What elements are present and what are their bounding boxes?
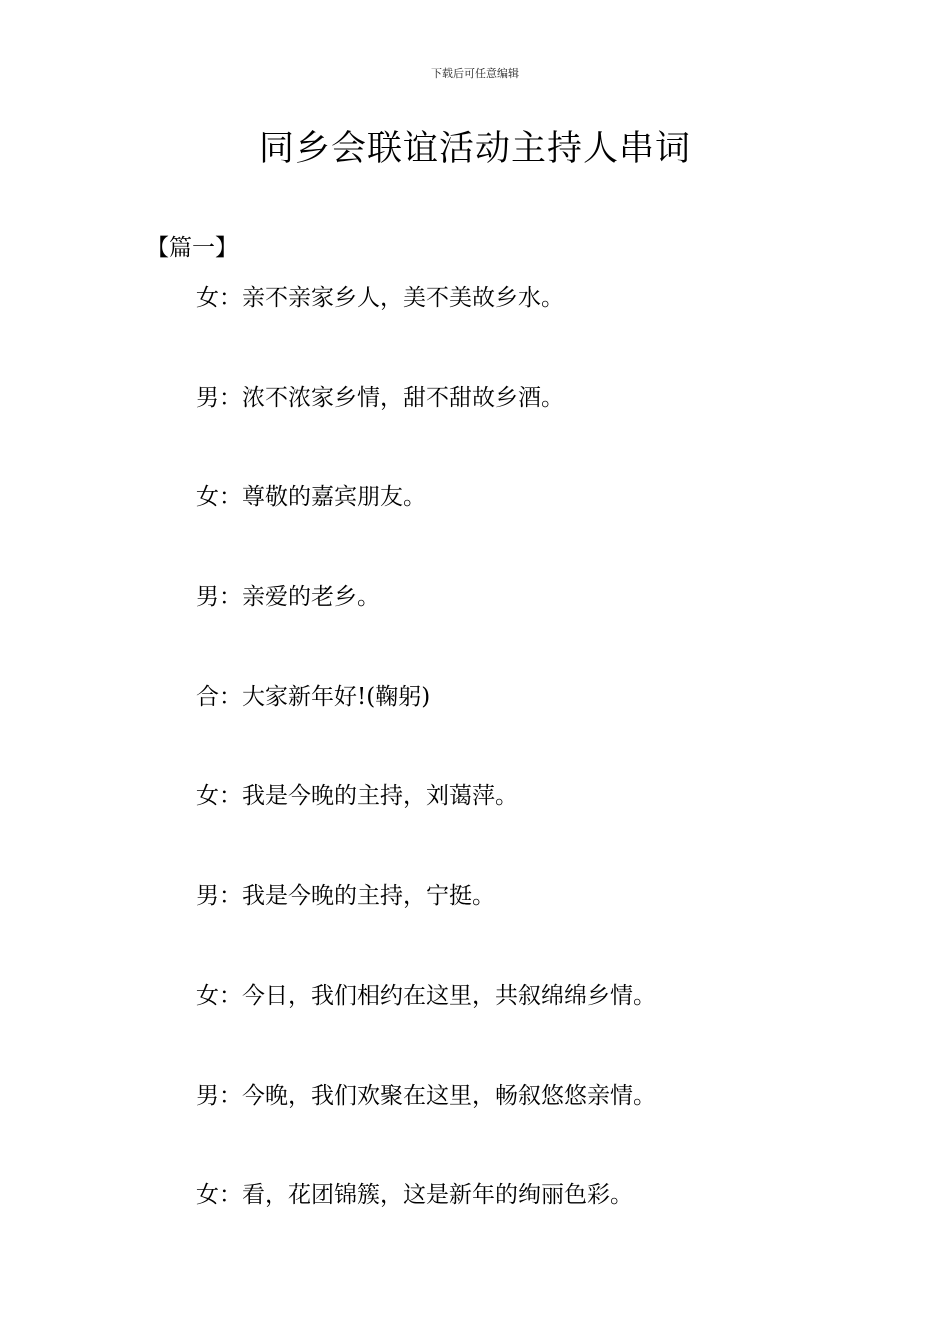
dialogue-line: 男：浓不浓家乡情，甜不甜故乡酒。 xyxy=(196,384,564,411)
dialogue-line: 女：我是今晚的主持，刘蔼萍。 xyxy=(196,783,518,810)
dialogue-line: 女：今日，我们相约在这里，共叙绵绵乡情。 xyxy=(196,982,656,1009)
dialogue-line: 女：亲不亲家乡人，美不美故乡水。 xyxy=(196,285,564,311)
document-title: 同乡会联谊活动主持人串词 xyxy=(258,129,691,169)
dialogue-line: 男：亲爱的老乡。 xyxy=(196,584,380,611)
dialogue-line: 女：看，花团锦簇，这是新年的绚丽色彩。 xyxy=(196,1182,633,1209)
dialogue-line: 男：今晚，我们欢聚在这里，畅叙悠悠亲情。 xyxy=(196,1082,656,1109)
header-note: 下载后可任意编辑 xyxy=(431,67,519,80)
section-label: 【篇一】 xyxy=(146,235,238,261)
dialogue-line: 合：大家新年好!(鞠躬) xyxy=(196,683,431,710)
dialogue-line: 男：我是今晚的主持，宁挺。 xyxy=(196,883,495,910)
dialogue-line: 女：尊敬的嘉宾朋友。 xyxy=(196,484,426,511)
dialogue-list xyxy=(196,280,896,1277)
